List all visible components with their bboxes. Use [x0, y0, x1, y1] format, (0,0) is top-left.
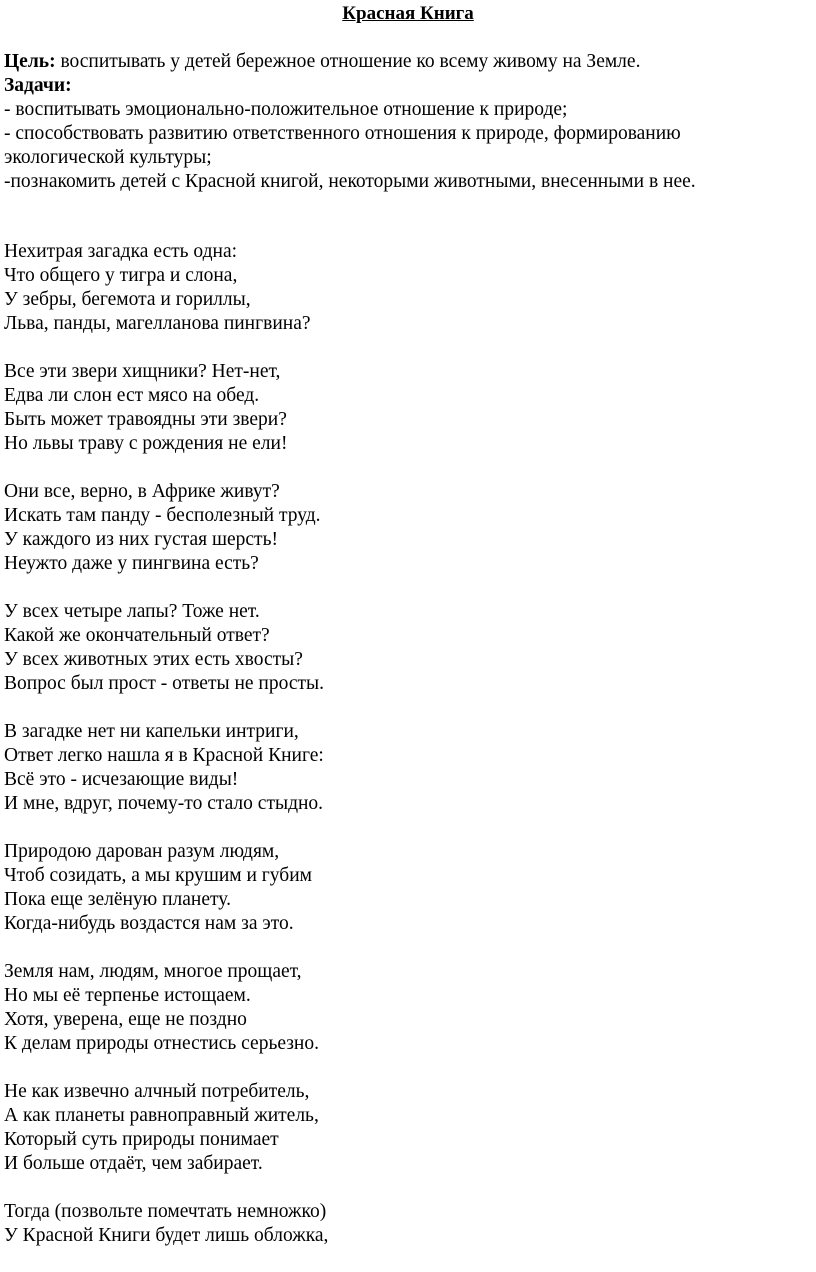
poem-line: У Красной Книги будет лишь обложка,: [4, 1225, 329, 1246]
poem-line: В загадке нет ни капельки интриги,: [4, 721, 299, 742]
poem-line: Они все, верно, в Африке живут?: [4, 481, 280, 502]
poem-line: Который суть природы понимает: [4, 1129, 279, 1150]
stanza: [4, 1200, 804, 1248]
goal-text: воспитывать у детей бережное отношение ко всему живому на Земле.: [55, 51, 641, 72]
tasks-list: [4, 98, 804, 194]
stanza: [4, 960, 804, 1056]
goal-label: Цель:: [4, 51, 56, 72]
poem-line: Тогда (позвольте помечтать немножко): [4, 1201, 327, 1222]
poem-line: У всех четыре лапы? Тоже нет.: [4, 601, 260, 622]
document-title: Красная Книга: [342, 3, 474, 24]
poem-line: К делам природы отнестись серьезно.: [4, 1033, 319, 1054]
poem-line: Все эти звери хищники? Нет-нет,: [4, 361, 281, 382]
poem-line: Чтоб созидать, а мы крушим и губим: [4, 865, 312, 886]
stanza: [4, 240, 804, 336]
poem-line: Нехитрая загадка есть одна:: [4, 241, 238, 262]
poem-line: И больше отдаёт, чем забирает.: [4, 1153, 263, 1174]
poem-line: А как планеты равноправный житель,: [4, 1105, 319, 1126]
poem-line: Искать там панду - бесполезный труд.: [4, 505, 321, 526]
poem-line: Что общего у тигра и слона,: [4, 265, 238, 286]
poem-line: Всё это - исчезающие виды!: [4, 769, 239, 790]
poem-line: И мне, вдруг, почему-то стало стыдно.: [4, 793, 324, 814]
stanza: [4, 840, 804, 936]
stanza: [4, 360, 804, 456]
task-line: экологической культуры;: [4, 147, 212, 168]
poem-line: У зебры, бегемота и гориллы,: [4, 289, 251, 310]
poem-line: Ответ легко нашла я в Красной Книге:: [4, 745, 324, 766]
stanza: [4, 1080, 804, 1176]
stanza: [4, 600, 804, 696]
poem-line: Какой же окончательный ответ?: [4, 625, 270, 646]
task-line: - воспитывать эмоционально-положительное отношение к природе;: [4, 99, 568, 120]
poem-line: Едва ли слон ест мясо на обед.: [4, 385, 260, 406]
poem-line: Неужто даже у пингвина есть?: [4, 553, 259, 574]
poem-line: Природою дарован разум людям,: [4, 841, 280, 862]
poem-line: Льва, панды, магелланова пингвина?: [4, 313, 311, 334]
poem-line: Не как извечно алчный потребитель,: [4, 1081, 310, 1102]
task-line: -познакомить детей с Красной книгой, некоторыми животными, внесенными в нее.: [4, 171, 696, 192]
poem-line: Вопрос был прост - ответы не просты.: [4, 673, 324, 694]
poem-line: Когда-нибудь воздастся нам за это.: [4, 913, 294, 934]
poem-line: У всех животных этих есть хвосты?: [4, 649, 303, 670]
poem-line: Земля нам, людям, многое прощает,: [4, 961, 302, 982]
poem-line: У каждого из них густая шерсть!: [4, 529, 278, 550]
lesson-header: [4, 50, 804, 194]
poem-line: Но львы траву с рождения не ели!: [4, 433, 288, 454]
stanza: [4, 480, 804, 576]
poem-line: Но мы её терпенье истощаем.: [4, 985, 251, 1006]
poem-line: Пока еще зелёную планету.: [4, 889, 231, 910]
poem: [4, 240, 804, 1272]
poem-line: Хотя, уверена, еще не поздно: [4, 1009, 247, 1030]
poem-line: Быть может травоядны эти звери?: [4, 409, 287, 430]
goal-line: [4, 50, 804, 74]
stanza: [4, 720, 804, 816]
task-line: - способствовать развитию ответственного отношения к природе, формированию: [4, 123, 681, 144]
tasks-label: Задачи:: [4, 75, 72, 96]
